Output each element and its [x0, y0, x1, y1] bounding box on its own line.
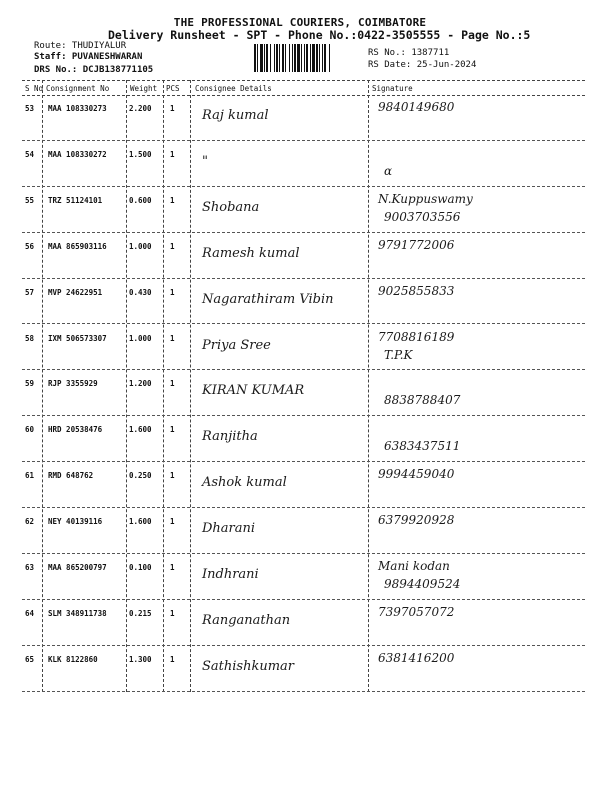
pieces-count: 1: [170, 471, 175, 481]
table-row: [22, 186, 585, 233]
serial-number: 53: [25, 104, 35, 113]
serial-number: 64: [25, 608, 35, 618]
table-row: [22, 278, 585, 325]
consignment-number: RJP 3355929: [48, 379, 98, 389]
consignee-name: Sathishkumar: [202, 658, 294, 674]
serial-number: 56: [25, 241, 35, 251]
rs-number: RS No.: 1387711: [368, 48, 450, 58]
consignee-name: Ashok kumal: [202, 475, 287, 491]
serial-number: 63: [25, 563, 35, 572]
signature-line-2: T.P.K: [384, 347, 413, 362]
consignee-name: Raj kumal: [202, 108, 269, 123]
pieces-count: 1: [170, 654, 175, 664]
weight-value: 1.500: [129, 149, 152, 159]
pieces-count: 1: [170, 425, 175, 435]
col-signature: Signature: [372, 84, 413, 93]
serial-number: 60: [25, 425, 35, 435]
signature-line-1: 6379920928: [378, 513, 455, 528]
serial-number: 55: [25, 195, 35, 205]
serial-number: 65: [25, 654, 35, 664]
staff-label: Staff: PUVANESHWARAN: [34, 52, 143, 62]
signature-line-2: 9003703556: [384, 209, 461, 224]
signature-line-2: 6383437511: [384, 439, 461, 454]
pieces-count: 1: [170, 241, 175, 251]
consignment-number: MVP 24622951: [48, 287, 103, 297]
col-pcs: PCS: [166, 84, 180, 93]
weight-value: 0.600: [129, 195, 152, 205]
pieces-count: 1: [170, 563, 175, 572]
consignment-number: MAA 108330272: [48, 149, 107, 159]
consignee-name: Ranganathan: [202, 612, 291, 628]
pieces-count: 1: [170, 379, 175, 389]
table-row: [22, 94, 585, 141]
consignee-name: Dharani: [202, 521, 256, 537]
signature-line-1: 9025855833: [378, 283, 455, 298]
table-row: [22, 140, 585, 187]
serial-number: 58: [25, 333, 35, 343]
table-row: [22, 507, 585, 554]
consignment-number: SLM 348911738: [48, 608, 107, 618]
consignment-number: MAA 865903116: [48, 241, 107, 251]
serial-number: 54: [25, 149, 35, 159]
pieces-count: 1: [170, 333, 175, 343]
consignee-name: Priya Sree: [202, 337, 271, 353]
pieces-count: 1: [170, 287, 175, 297]
consignee-name: Ranjitha: [202, 429, 258, 445]
consignee-name: Shobana: [202, 199, 260, 215]
signature-line-1: N.Kuppuswamy: [378, 191, 473, 206]
weight-value: 2.200: [129, 104, 152, 113]
table-row: [22, 415, 585, 462]
serial-number: 62: [25, 517, 35, 527]
weight-value: 1.300: [129, 654, 152, 664]
consignment-number: IXM 506573307: [48, 333, 107, 343]
signature-line-1: 9994459040: [378, 467, 455, 482]
runsheet-subtitle: Delivery Runsheet - SPT - Phone No.:0422-3505555 - Page No.:5: [108, 28, 531, 42]
signature-line-1: Mani kodan: [378, 559, 450, 573]
table-row: [22, 553, 585, 600]
route-label: Route: THUDIYALUR: [34, 41, 127, 51]
drs-label: DRS No.: DCJB138771105: [34, 65, 154, 75]
pieces-count: 1: [170, 608, 175, 618]
barcode-image: [254, 44, 364, 72]
weight-value: 1.000: [129, 241, 152, 251]
table-row: [22, 461, 585, 508]
pieces-count: 1: [170, 517, 175, 527]
runsheet-title: THE PROFESSIONAL COURIERS, COIMBATORE: [173, 16, 427, 29]
col-weight: Weight: [130, 84, 158, 93]
weight-value: 0.100: [129, 563, 152, 572]
weight-value: 1.000: [129, 333, 152, 343]
weight-value: 1.200: [129, 379, 152, 389]
col-sno: S No: [25, 84, 44, 93]
consignee-name: Indhrani: [202, 567, 259, 582]
table-row: [22, 599, 585, 646]
consignment-number: KLK 8122860: [48, 654, 98, 664]
consignee-name: KIRAN KUMAR: [202, 383, 305, 399]
weight-value: 0.215: [129, 608, 152, 618]
consignment-number: MAA 108330273: [48, 104, 107, 113]
pieces-count: 1: [170, 149, 175, 159]
col-consignment: Consignment No: [46, 84, 110, 93]
col-consignee: Consignee Details: [195, 84, 272, 93]
consignment-number: HRD 20538476: [48, 425, 103, 435]
consignment-number: RMD 648762: [48, 471, 94, 481]
signature-line-2: 8838788407: [384, 393, 461, 408]
table-row: [22, 645, 585, 692]
signature-line-1: 7397057072: [378, 604, 455, 619]
consignee-name: Ramesh kumal: [202, 245, 300, 261]
table-row: [22, 232, 585, 279]
consignment-number: MAA 865200797: [48, 563, 107, 572]
consignment-number: TRZ 51124101: [48, 195, 103, 205]
consignee-name: Nagarathiram Vibin: [202, 291, 334, 307]
consignment-number: NEY 40139116: [48, 517, 103, 527]
signature-line-1: 7708816189: [378, 329, 455, 344]
weight-value: 1.600: [129, 425, 152, 435]
rs-date: RS Date: 25-Jun-2024: [368, 60, 477, 70]
weight-value: 0.250: [129, 471, 152, 481]
serial-number: 59: [25, 379, 35, 389]
signature-line-2: α: [384, 163, 393, 178]
serial-number: 57: [25, 287, 35, 297]
signature-line-2: 9894409524: [384, 577, 461, 591]
runsheet-table: [22, 80, 585, 692]
table-row: [22, 369, 585, 416]
table-row: [22, 324, 585, 371]
signature-line-1: 9840149680: [378, 100, 455, 114]
pieces-count: 1: [170, 195, 175, 205]
signature-line-1: 9791772006: [378, 237, 455, 252]
signature-line-1: 6381416200: [378, 650, 455, 665]
weight-value: 1.600: [129, 517, 152, 527]
weight-value: 0.430: [129, 287, 152, 297]
pieces-count: 1: [170, 104, 175, 113]
consignee-name: ": [202, 153, 208, 169]
serial-number: 61: [25, 471, 35, 481]
